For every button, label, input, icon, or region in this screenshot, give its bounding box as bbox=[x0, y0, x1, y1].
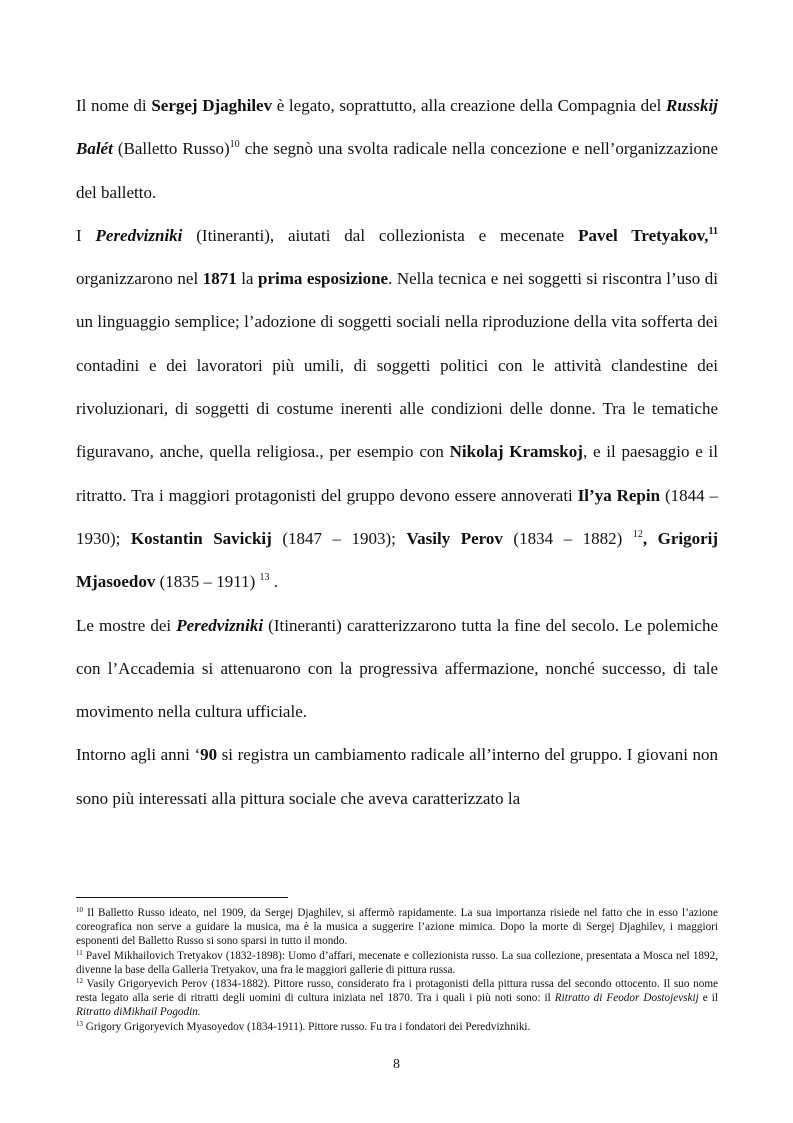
text-run: si registra un cambiamento radicale all’interno del gruppo. I giovani non sono più interessati alla pittura sociale che aveva caratterizzato la bbox=[76, 745, 718, 808]
text-run: (Itineranti), aiutati dal collezionista e mecenate bbox=[182, 225, 579, 245]
footnote-text: Grigory Grigoryevich Myasoyedov (1834-1911). Pittore russo. Fu tra i fondatori dei Peredvizhniki. bbox=[83, 1020, 531, 1033]
page-number: 8 bbox=[393, 1057, 400, 1072]
footnote-number: 12 bbox=[76, 977, 83, 986]
footnote-text: Il Balletto Russo ideato, nel 1909, da Sergej Djaghilev, si affermò rapidamente. La sua importanza risiede nel fatto che in esso l’azione coreografica non serve a guidare la musica, ma è la musica a suggerire l’azione mimica. Dopo la morte di Sergej Djaghilev, i maggiori esponenti del Balletto Russo si sono sparsi in tutto il mondo. bbox=[76, 907, 718, 948]
footnote-text: e il bbox=[698, 992, 719, 1005]
text-run: (Itineranti) caratterizzarono tutta la fine del secolo. Le polemiche con l’Accademia si attenuarono con la progressiva affermazione, nonché successo, di tale movimento nella cultura ufficiale. bbox=[76, 615, 718, 722]
text-run: . Nella tecnica e nei soggetti si riscontra l’uso di un linguaggio semplice; l’adozione di soggetti sociali nella riproduzione della vita sofferta dei contadini e dei lavoratori più umili, di soggetti politici con le attività clandestine dei rivoluzionari, di soggetti di costume inerenti alle condizioni delle donne. Tra le tematiche figuravano, anche, quella religiosa., per esempio con bbox=[76, 269, 719, 462]
anni-90: 90 bbox=[200, 745, 218, 765]
paragraph-peredvizniki bbox=[76, 214, 718, 604]
footnote-separator bbox=[76, 897, 288, 898]
text-run: Il nome di bbox=[76, 96, 152, 115]
text-run: la bbox=[236, 269, 258, 289]
text-run: che segnò una svolta radicale nella concezione e nell’organizzazione del balletto. bbox=[76, 139, 719, 202]
footnote-ref-10[interactable]: 10 bbox=[229, 139, 240, 151]
text-run: (1835 – 1911) bbox=[155, 572, 260, 592]
text-run: (1834 – 1882) bbox=[502, 528, 633, 548]
footnote-number: 10 bbox=[76, 906, 83, 914]
main-text bbox=[76, 84, 718, 820]
footnote-ref-11[interactable]: 11 bbox=[708, 225, 718, 237]
text-run: Intorno agli anni ‘ bbox=[76, 745, 201, 765]
name-tretyakov: Pavel Tretyakov, bbox=[578, 225, 709, 245]
footnote-ref-13[interactable]: 13 bbox=[259, 572, 270, 584]
text-run: Le mostre dei bbox=[76, 615, 177, 635]
term-russkij-balet: Russkij Balét bbox=[76, 96, 718, 159]
text-run: è legato, soprattutto, alla creazione della Compagnia del bbox=[272, 96, 666, 115]
text-run: organizzarono nel bbox=[76, 269, 203, 289]
footnote-10 bbox=[76, 906, 718, 949]
text-run: (Balletto Russo) bbox=[112, 139, 230, 159]
year-1871: 1871 bbox=[202, 269, 237, 289]
text-run: . bbox=[269, 572, 279, 592]
name-savickij: Kostantin Savickij bbox=[130, 528, 272, 548]
text-run: , bbox=[642, 528, 658, 548]
footnote-13 bbox=[76, 1020, 718, 1034]
name-repin: Il’ya Repin bbox=[577, 485, 661, 505]
name-perov: Vasily Perov bbox=[406, 528, 503, 548]
footnote-ref-12[interactable]: 12 bbox=[632, 528, 643, 540]
footnote-12 bbox=[76, 977, 718, 1020]
paragraph-mostre bbox=[76, 604, 718, 734]
painting-title-pogodin: Ritratto diMikhail Pogodin. bbox=[76, 1006, 201, 1019]
text-run: (1847 – 1903); bbox=[271, 528, 407, 548]
name-kramskoj: Nikolaj Kramskoj bbox=[449, 442, 583, 462]
term-peredvizniki: Peredvizniki bbox=[95, 225, 183, 245]
name-djaghilev: Sergej Djaghilev bbox=[151, 96, 273, 115]
text-run: I bbox=[76, 225, 96, 245]
term-peredvizniki: Peredvizniki bbox=[176, 615, 264, 635]
paragraph-djaghilev bbox=[76, 84, 718, 214]
footnote-number: 13 bbox=[76, 1019, 83, 1028]
footnote-text: Vasily Grigoryevich Perov (1834-1882). Pittore russo, considerato fra i protagonisti della pittura russa del secondo ottocento. Il suo nome resta legato alla serie di ritratti degli uomini di cultura iniziata nel 1870. Tra i quali i più noti sono: il bbox=[76, 978, 718, 1005]
text-run: , e il paesaggio e il ritratto. Tra i maggiori protagonisti del gruppo devono essere annoverati bbox=[76, 442, 718, 505]
name-mjasoedov: Grigorij Mjasoedov bbox=[76, 528, 719, 592]
text-run: (1844 – 1930); bbox=[76, 485, 718, 548]
footnote-11 bbox=[76, 949, 718, 977]
footnote-text: Pavel Mikhailovich Tretyakov (1832-1898): Uomo d’affari, mecenate e collezionista russo. La sua collezione, presentata a Mosca nel 1892, divenne la base della Galleria Tretyakov, una fra le maggiori gallerie di pittura russa. bbox=[76, 949, 718, 976]
painting-title-dostojevskij: Ritratto di Feodor Dostojevskij bbox=[554, 992, 699, 1005]
footnote-number: 11 bbox=[76, 948, 83, 957]
prima-esposizione: prima esposizione bbox=[257, 269, 389, 289]
footnotes bbox=[76, 906, 718, 1034]
paragraph-anni-90 bbox=[76, 733, 718, 820]
